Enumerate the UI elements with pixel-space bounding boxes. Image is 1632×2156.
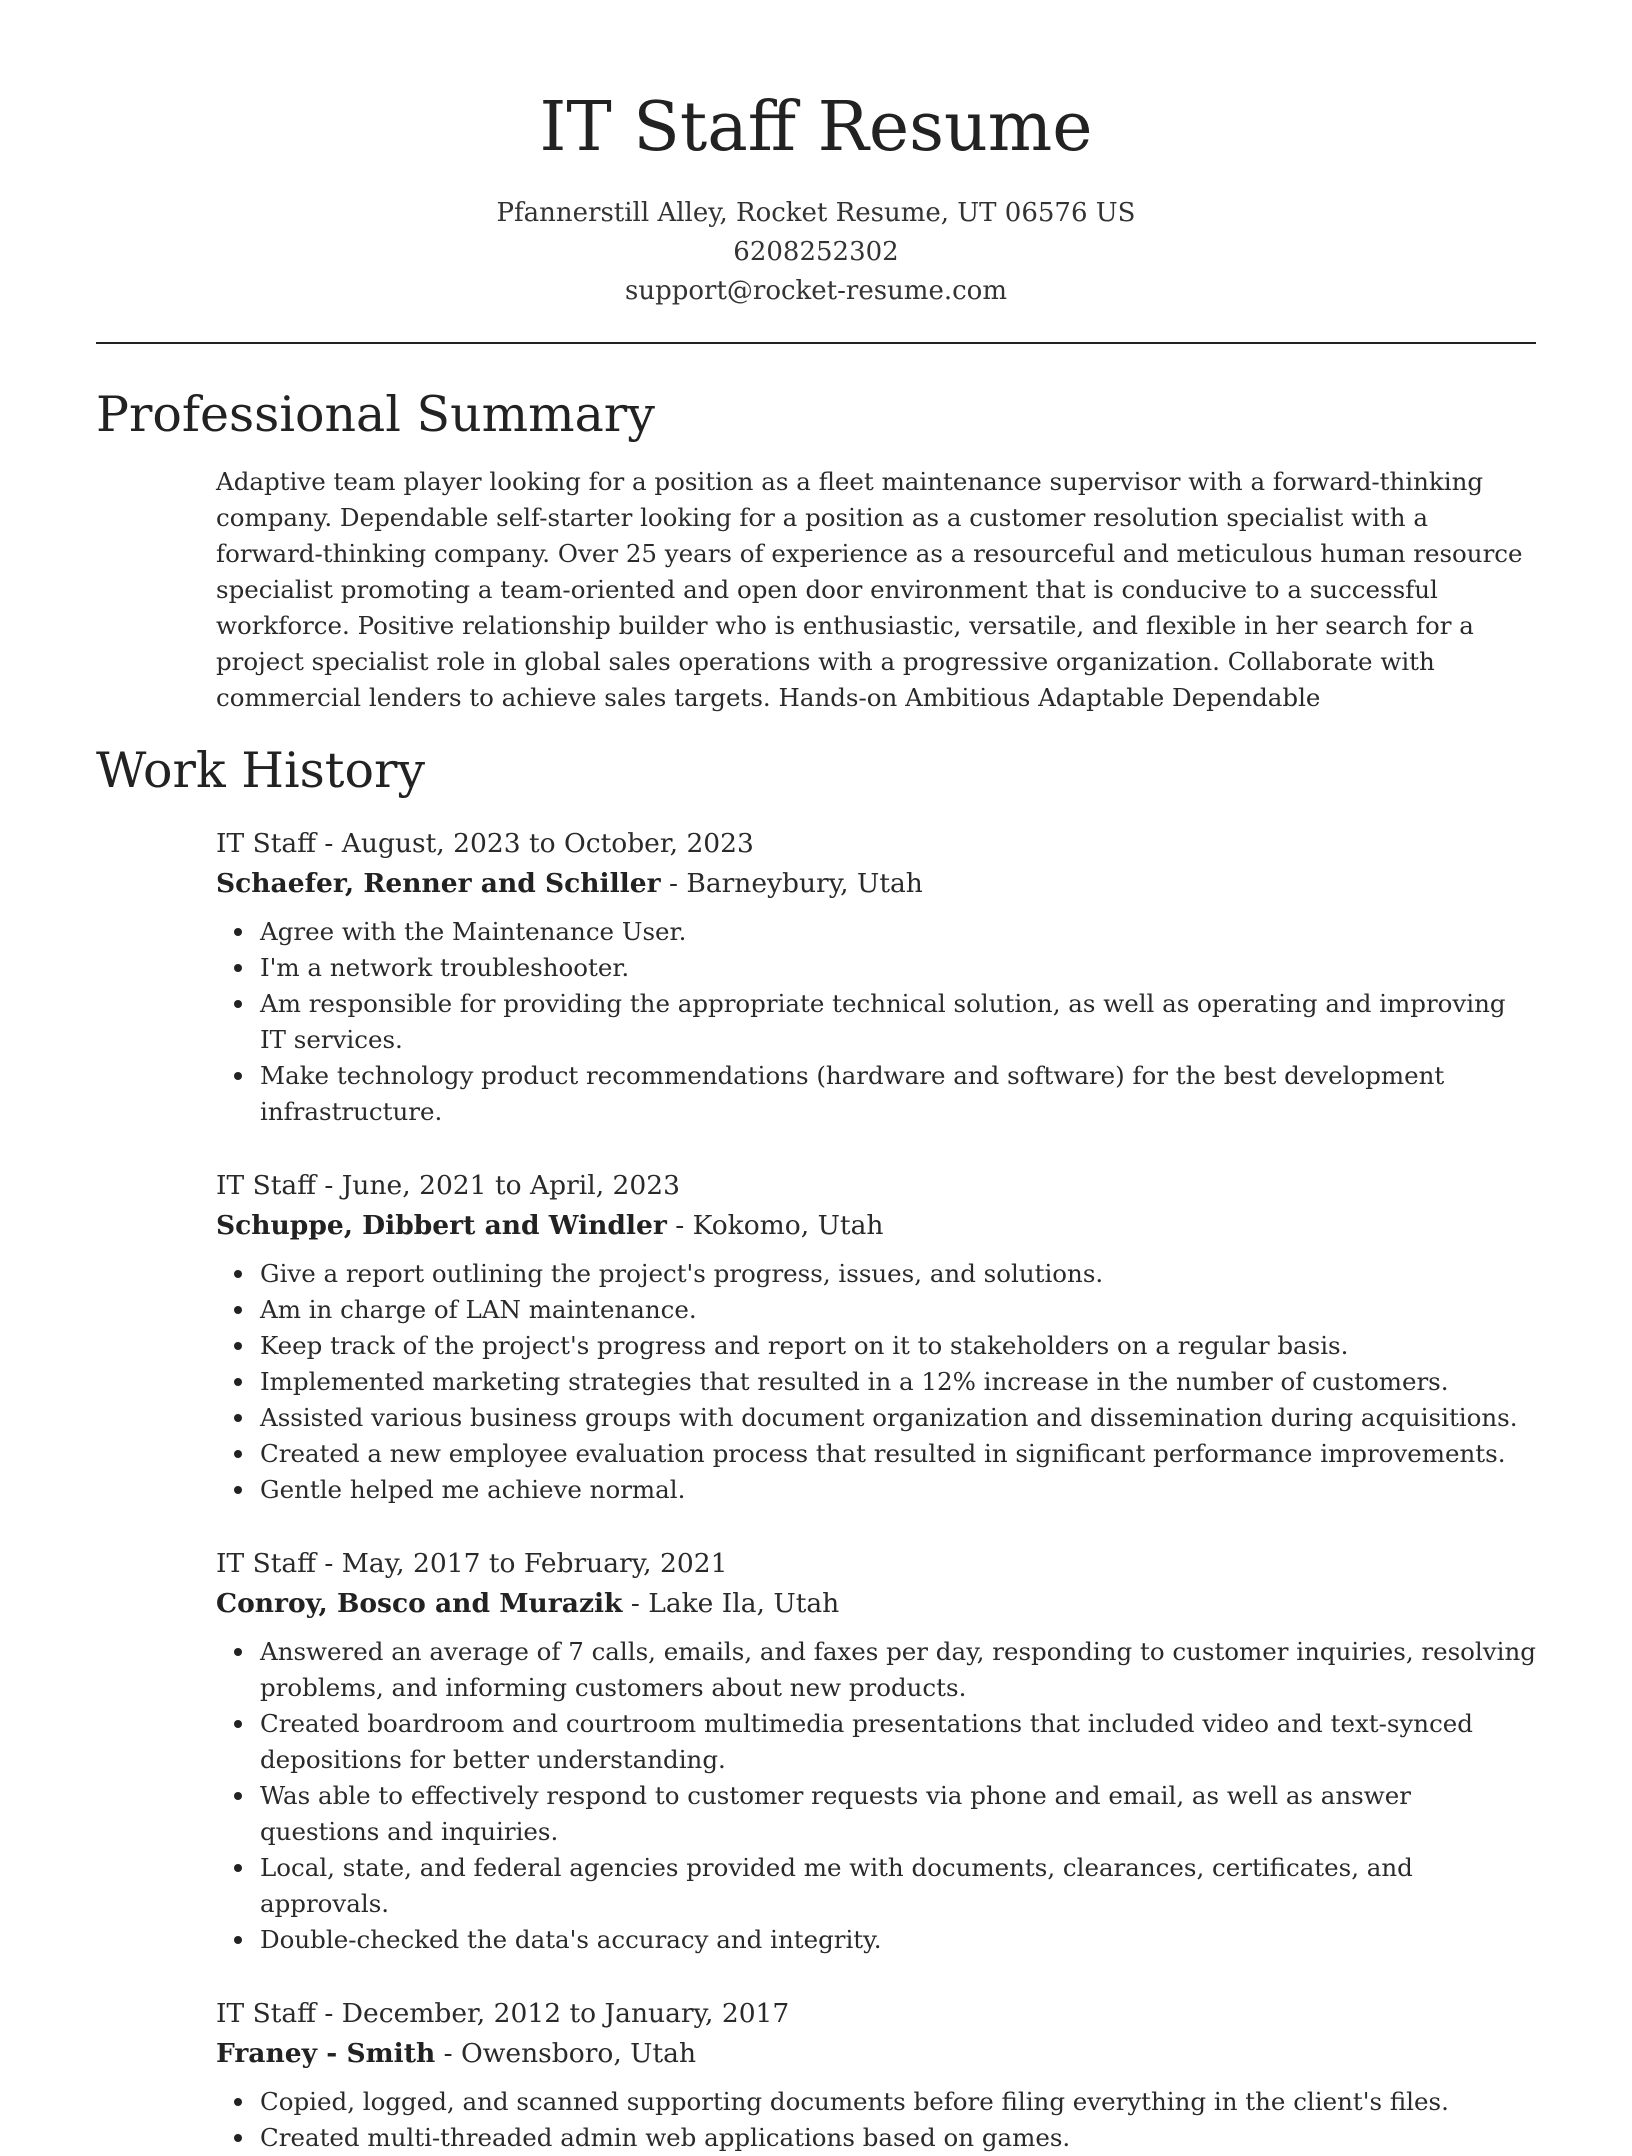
job-title-line: IT Staff - December, 2012 to January, 2017 (216, 1998, 790, 2029)
job-bullet: Keep track of the project's progress and report on it to stakeholders on a regular basis. (260, 1328, 1536, 1364)
job-company-line (216, 1206, 1536, 1246)
job-entry (216, 1544, 1536, 1958)
job-title-line: IT Staff - August, 2023 to October, 2023 (216, 828, 754, 859)
header-divider (96, 342, 1536, 344)
job-location: - Lake Ila, Utah (622, 1588, 840, 1619)
job-bullet: Give a report outlining the project's progress, issues, and solutions. (260, 1256, 1536, 1292)
summary-heading: Professional Summary (96, 386, 655, 443)
job-company-line (216, 864, 1536, 904)
job-bullets (216, 2084, 1536, 2156)
resume-header (0, 0, 1632, 311)
job-bullet: Was able to effectively respond to customer requests via phone and email, as well as answer questions and inquiries. (260, 1778, 1536, 1850)
contact-info (0, 194, 1632, 311)
job-bullet: Assisted various business groups with document organization and dissemination during acquisitions. (260, 1400, 1536, 1436)
job-bullet: Am in charge of LAN maintenance. (260, 1292, 1536, 1328)
job-location: - Barneybury, Utah (660, 868, 923, 899)
job-bullet: Gentle helped me achieve normal. (260, 1472, 1536, 1508)
job-bullet: Am responsible for providing the appropriate technical solution, as well as operating and improving IT services. (260, 986, 1536, 1058)
job-bullet: Make technology product recommendations (hardware and software) for the best development infrastructure. (260, 1058, 1536, 1130)
job-location: - Owensboro, Utah (435, 2038, 697, 2069)
job-bullet: Double-checked the data's accuracy and integrity. (260, 1922, 1536, 1958)
job-bullets (216, 1634, 1536, 1958)
job-bullet: Copied, logged, and scanned supporting documents before filing everything in the client's files. (260, 2084, 1536, 2120)
job-bullet: Agree with the Maintenance User. (260, 914, 1536, 950)
address-text: Pfannerstill Alley, Rocket Resume, UT 06576 US (496, 198, 1136, 228)
job-company: Schuppe, Dibbert and Windler (216, 1210, 667, 1241)
work-history-section (96, 736, 1536, 2156)
job-entry (216, 1994, 1536, 2156)
job-bullet: Created boardroom and courtroom multimedia presentations that included video and text-synced depositions for better understanding. (260, 1706, 1536, 1778)
page-title: IT Staff Resume (539, 88, 1093, 167)
summary-body (216, 464, 1536, 716)
job-title-line: IT Staff - May, 2017 to February, 2021 (216, 1548, 728, 1579)
job-entry (216, 1166, 1536, 1508)
job-bullet: I'm a network troubleshooter. (260, 950, 1536, 986)
summary-section (96, 380, 1536, 716)
work-history-body (216, 824, 1536, 2156)
resume-content (96, 380, 1536, 2156)
job-location: - Kokomo, Utah (666, 1210, 884, 1241)
job-bullet: Created multi-threaded admin web applications based on games. (260, 2120, 1536, 2156)
phone-text: 6208252302 (733, 237, 899, 267)
job-bullet: Answered an average of 7 calls, emails, and faxes per day, responding to customer inquiries, resolving problems, and informing customers about new products. (260, 1634, 1536, 1706)
job-company: Conroy, Bosco and Murazik (216, 1588, 623, 1619)
email-text: support@rocket-resume.com (624, 276, 1007, 306)
job-bullet: Local, state, and federal agencies provided me with documents, clearances, certificates, and approvals. (260, 1850, 1536, 1922)
work-history-heading: Work History (96, 742, 426, 799)
job-title-line: IT Staff - June, 2021 to April, 2023 (216, 1170, 680, 1201)
job-entry (216, 824, 1536, 1130)
job-company-line (216, 2034, 1536, 2074)
job-company: Schaefer, Renner and Schiller (216, 868, 661, 899)
job-bullet: Created a new employee evaluation process that resulted in significant performance improvements. (260, 1436, 1536, 1472)
job-bullet: Implemented marketing strategies that resulted in a 12% increase in the number of customers. (260, 1364, 1536, 1400)
summary-text: Adaptive team player looking for a position as a fleet maintenance supervisor with a forward-thinking company. Dependable self-starter looking for a position as a customer resolution specialist with a forward-thinking company. Over 25 years of experience as a resourceful and meticulous human resource specialist promoting a team-oriented and open door environment that is conducive to a successful workforce. Positive relationship builder who is enthusiastic, versatile, and flexible in her search for a project specialist role in global sales operations with a progressive organization. Collaborate with commercial lenders to achieve sales targets. Hands-on Ambitious Adaptable Dependable (216, 467, 1523, 712)
job-bullets (216, 914, 1536, 1130)
job-company: Franey - Smith (216, 2038, 436, 2069)
job-bullets (216, 1256, 1536, 1508)
job-company-line (216, 1584, 1536, 1624)
